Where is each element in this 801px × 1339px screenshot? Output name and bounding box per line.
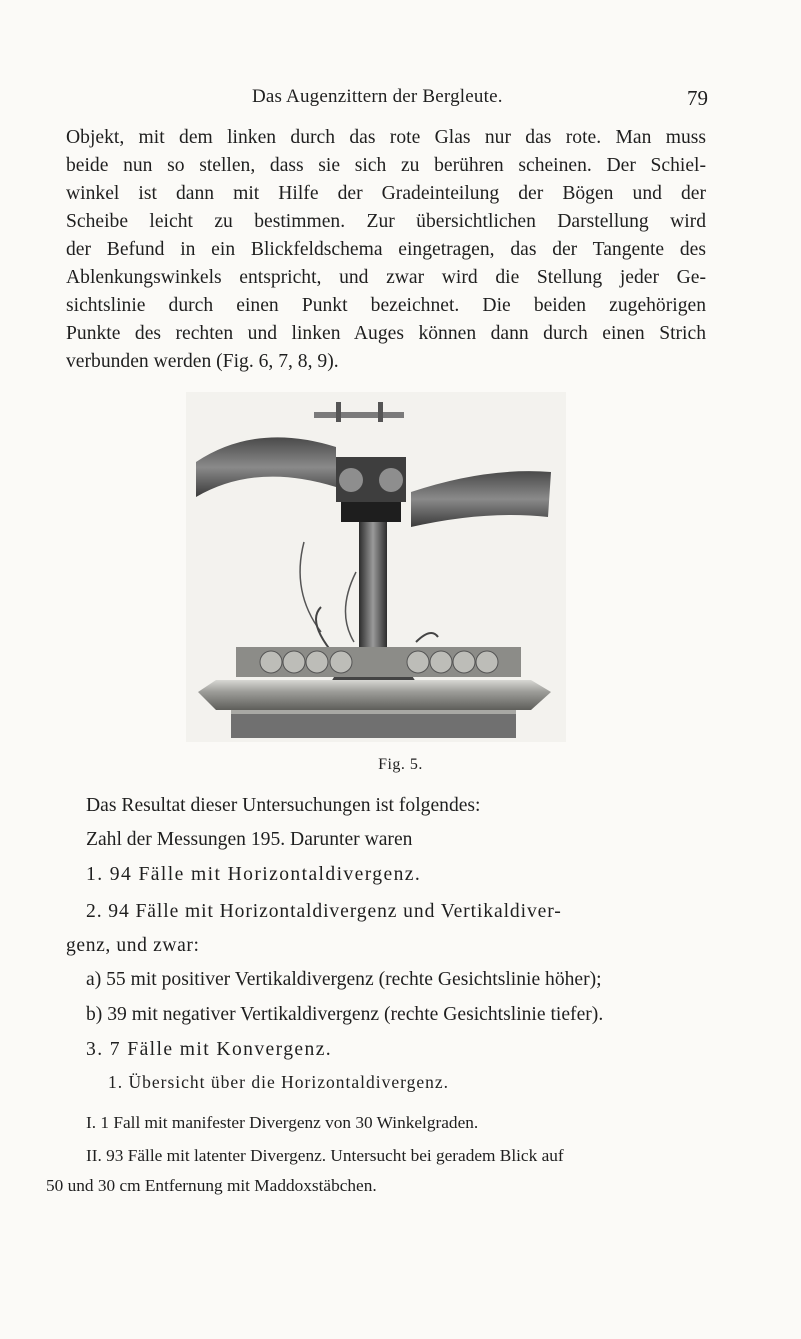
running-title: Das Augenzittern der Bergleute. [252,86,503,107]
result-item-1: 1. 94 Fälle mit Horizontaldivergenz. [86,864,422,885]
base-plate [198,680,551,710]
paragraph-line: sichtslinie durch einen Punkt bezeichnet. Die beiden zugehörigen [66,295,706,316]
page-number: 79 [687,86,708,110]
paragraph-line: winkel ist dann mit Hilfe der Gradeinteilung der Bögen und der [66,183,706,204]
paragraph-line: Punkte des rechten und linken Auges können dann durch einen Strich [66,323,706,344]
page-header [66,86,710,116]
overview-line-1: I. 1 Fall mit manifester Divergenz von 30 Winkelgraden. [86,1113,479,1132]
paragraph-line: Ablenkungswinkels entspricht, und zwar wird die Stellung jeder Ge- [66,267,706,288]
paragraph-line: verbunden werden (Fig. 6, 7, 8, 9). [66,351,339,372]
overview-line-2: II. 93 Fälle mit latenter Divergenz. Untersucht bei geradem Blick auf [86,1146,564,1165]
result-item-2: 2. 94 Fälle mit Horizontaldivergenz und Vertikaldiver- [86,901,562,922]
body-paragraph [66,124,706,376]
apparatus-illustration [186,392,566,742]
paragraph-line: Objekt, mit dem linken durch das rote Glas nur das rote. Man muss [66,127,706,148]
result-sub-a: a) 55 mit positiver Vertikaldivergenz (rechte Gesichtslinie höher); [86,969,602,990]
result-item-3: 3. 7 Fälle mit Konvergenz. [86,1039,333,1060]
paragraph-line: Scheibe leicht zu bestimmen. Zur übersichtlichen Darstellung wird [66,211,706,232]
paragraph-line: der Befund in ein Blickfeldschema eingetragen, das der Tangente des [66,239,706,260]
paragraph-line: beide nun so stellen, dass sie sich zu berühren scheinen. Der Schiel- [66,155,706,176]
overview-title: 1. Übersicht über die Horizontaldivergenz. [108,1072,450,1092]
apparatus-figure [186,392,566,742]
result-sub-b: b) 39 mit negativer Vertikaldivergenz (rechte Gesichtslinie tiefer). [86,1004,604,1025]
results-count: Zahl der Messungen 195. Darunter waren [86,829,413,850]
figure-caption: Fig. 5. [378,756,423,773]
result-item-2-cont: genz, und zwar: [66,935,200,956]
overview-line-3: 50 und 30 cm Entfernung mit Maddoxstäbchen. [46,1176,377,1195]
results-intro: Das Resultat dieser Untersuchungen ist folgendes: [86,795,481,816]
